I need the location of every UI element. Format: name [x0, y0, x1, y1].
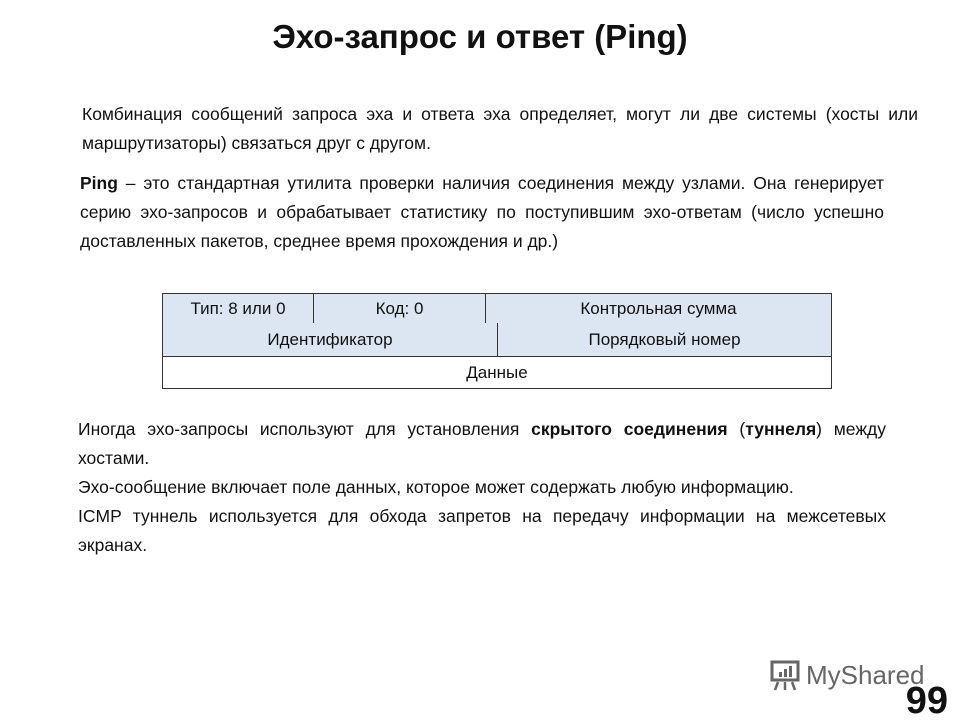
hidden-connection-term: скрытого соединения: [531, 419, 728, 439]
tunnel-line-1: [78, 415, 886, 473]
table-row-2: [162, 323, 832, 357]
table-row-1: [162, 293, 832, 324]
checksum-cell: Контрольная сумма: [580, 298, 737, 318]
presentation-board-icon: [768, 658, 802, 692]
code-cell: Код: 0: [314, 294, 486, 323]
intro-paragraph: Комбинация сообщений запроса эха и ответа эха определяет, могут ли две системы (хосты или маршрутизаторы) связаться друг с другом.: [82, 104, 918, 153]
ping-paragraph: [80, 169, 884, 256]
sequence-number-cell: Порядковый номер: [588, 329, 741, 349]
logo-text: MyShared: [806, 659, 925, 690]
text: Иногда эхо-запросы используют для установления: [78, 419, 532, 439]
ping-description: – это стандартная утилита проверки наличия соединения между узлами. Она генерирует серию эхо-запросов и обрабатывает статистику по поступившим эхо-ответам (число успешно доставленных пакетов, среднее время прохождения и др.): [80, 173, 884, 251]
type-cell: Тип: 8 или 0: [163, 294, 314, 323]
tunnel-term: туннеля: [745, 419, 817, 439]
tunnel-line-2: Эхо-сообщение включает поле данных, которое может содержать любую информацию.: [78, 477, 794, 497]
identifier-cell: Идентификатор: [163, 323, 498, 356]
ping-term: Ping: [80, 173, 118, 193]
slide-title: Эхо-запрос и ответ (Ping): [272, 18, 688, 55]
table-row-3: [162, 356, 832, 389]
tunnel-line-3: ICMP туннель используется для обхода запретов на передачу информации на межсетевых экранах.: [78, 506, 886, 555]
text: ) между хостами.: [78, 419, 886, 468]
data-cell: Данные: [466, 362, 528, 382]
myshared-logo: [768, 658, 925, 692]
tunnel-paragraph: [78, 415, 886, 560]
page-number: 99: [905, 680, 948, 722]
text: (: [727, 419, 746, 439]
